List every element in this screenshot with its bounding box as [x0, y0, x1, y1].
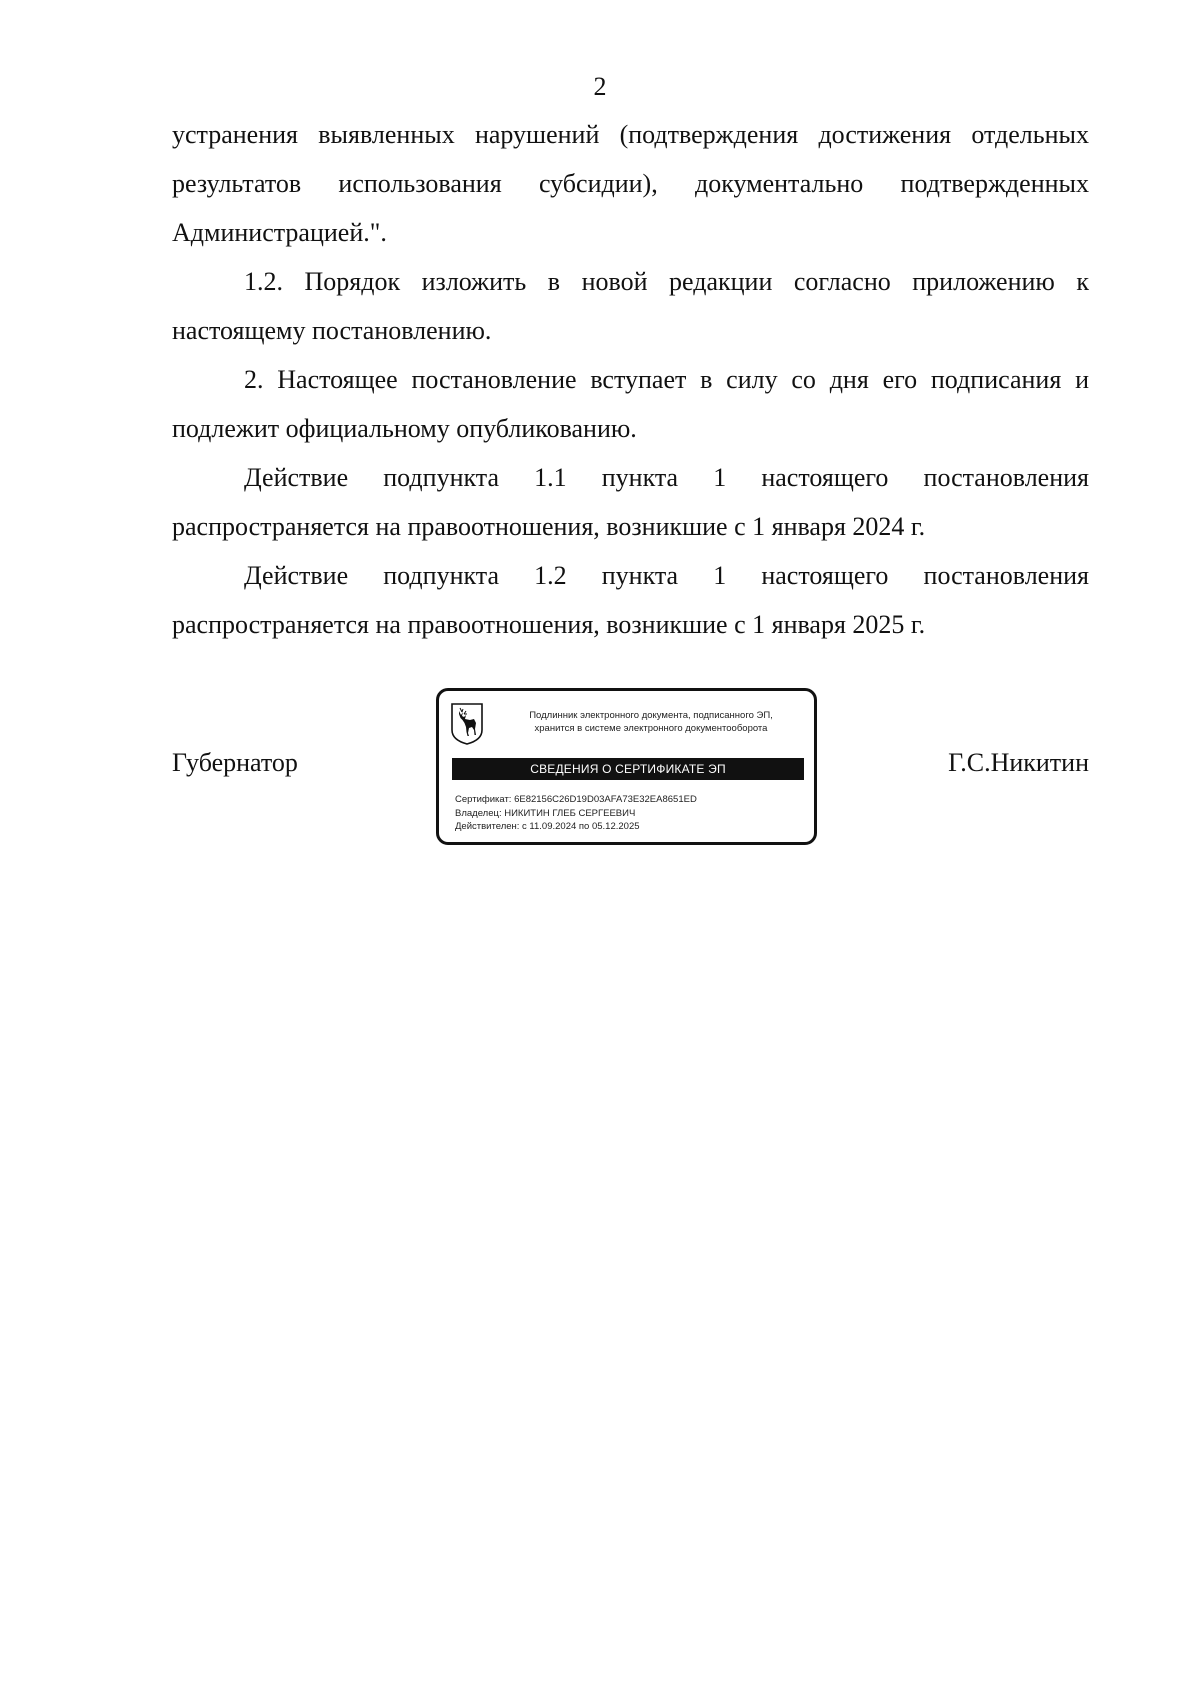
stamp-validity: Действителен: с 11.09.2024 по 05.12.2025	[455, 821, 640, 832]
electronic-signature-stamp	[436, 688, 817, 845]
stamp-header	[491, 709, 811, 735]
signer-name: Г.С.Никитин	[948, 748, 1089, 777]
paragraph-item-2: 2. Настоящее постановление вступает в силу со дня его подписания и подлежит официальному опубликованию.	[172, 365, 1089, 443]
paragraph-effect-1-2: Действие подпункта 1.2 пункта 1 настоящего постановления распространяется на правоотношения, возникшие с 1 января 2025 г.	[172, 561, 1089, 639]
document-body	[172, 110, 1089, 649]
stamp-title-bar: СВЕДЕНИЯ О СЕРТИФИКАТЕ ЭП	[452, 758, 804, 780]
stamp-header-line-1: Подлинник электронного документа, подписанного ЭП,	[529, 710, 773, 721]
stamp-details	[455, 793, 805, 834]
paragraph-effect-1-1: Действие подпункта 1.1 пункта 1 настоящего постановления распространяется на правоотношения, возникшие с 1 января 2024 г.	[172, 463, 1089, 541]
stamp-header-line-2: хранится в системе электронного документооборота	[534, 723, 768, 734]
signature-block	[172, 688, 1089, 848]
signer-title: Губернатор	[172, 748, 298, 777]
paragraph-item-1-2: 1.2. Порядок изложить в новой редакции согласно приложению к настоящему постановлению.	[172, 267, 1089, 345]
nizhny-novgorod-deer-emblem-icon	[450, 702, 484, 745]
page-number: 2	[593, 72, 607, 101]
stamp-owner: Владелец: НИКИТИН ГЛЕБ СЕРГЕЕВИЧ	[455, 807, 636, 819]
paragraph-continuation: устранения выявленных нарушений (подтверждения достижения отдельных результатов использования субсидии), документально подтвержденных Администрацией.".	[172, 120, 1089, 247]
stamp-certificate: Сертификат: 6E82156C26D19D03AFA73E32EA8651ED	[455, 794, 697, 805]
